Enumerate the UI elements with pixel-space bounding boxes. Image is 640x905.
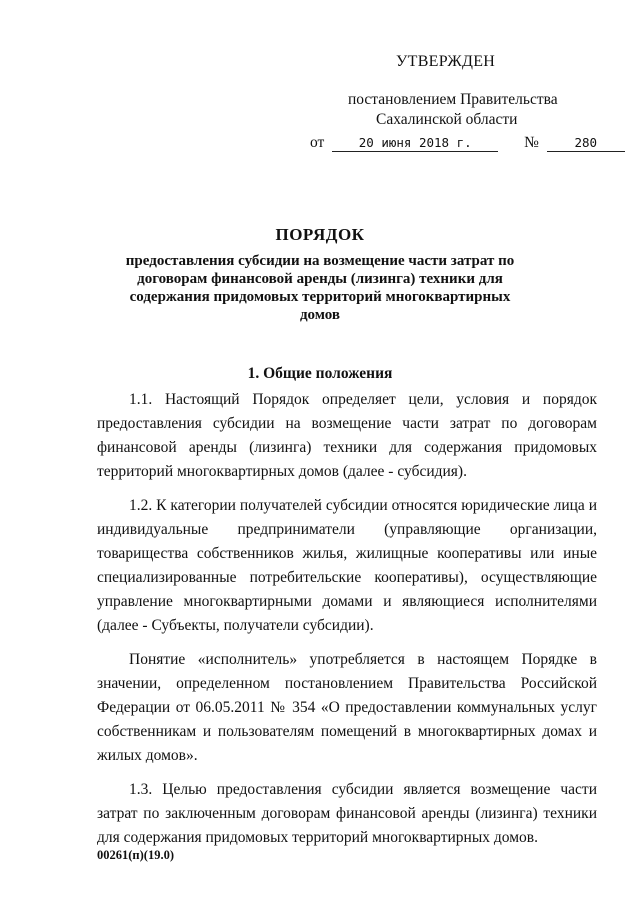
paragraph: 1.1. Настоящий Порядок определяет цели, условия и порядок предоставления субсидии на возмещение части затрат по договорам финансовой аренды (лизинга) техники для содержания придомовых территорий многоквартирных домов (далее - субсидия).: [97, 391, 597, 480]
paragraph: 1.3. Целью предоставления субсидии является возмещение части затрат по заключенным договорам финансовой аренды (лизинга) техники для содержания придомовых территорий многоквартирных домов.: [97, 781, 597, 846]
number-sign: №: [524, 134, 539, 151]
section-body: [97, 388, 597, 860]
section-heading: 1. Общие положения: [247, 365, 393, 382]
approved-heading: УТВЕРЖДЕН: [396, 53, 496, 70]
document-subtitle: предоставления субсидии на возмещение части затрат по договорам финансовой аренды (лизинга) техники для содержания придомовых территорий многоквартирных домов: [125, 253, 515, 323]
paragraph: 1.2. К категории получателей субсидии относятся юридические лица и индивидуальные предприниматели (управляющие организации, товарищества собственников жилья, жилищные кооперативы или иные специализированные потребительские кооперативы), осуществляющие управление многоквартирными домами и являющиеся исполнителями (далее - Субъекты, получатели субсидии).: [97, 497, 597, 634]
approval-date-line: [310, 133, 600, 153]
paragraph: Понятие «исполнитель» употребляется в настоящем Порядке в значении, определенном постановлением Правительства Российской Федерации от 06.05.2011 № 354 «О предоставлении коммунальных услуг собственникам и пользователям помещений в многоквартирных домах и жилых домов».: [97, 651, 597, 764]
footer-code: 00261(п)(19.0): [97, 848, 174, 862]
approval-date: 20 июня 2018 г.: [332, 135, 498, 152]
document-title: ПОРЯДОК: [275, 225, 365, 244]
approval-line-1: постановлением Правительства: [348, 91, 558, 108]
from-label: от: [310, 134, 325, 151]
approval-line-2: Сахалинской области: [376, 111, 518, 128]
approval-number: 280: [547, 135, 625, 152]
approval-block: [300, 52, 600, 153]
